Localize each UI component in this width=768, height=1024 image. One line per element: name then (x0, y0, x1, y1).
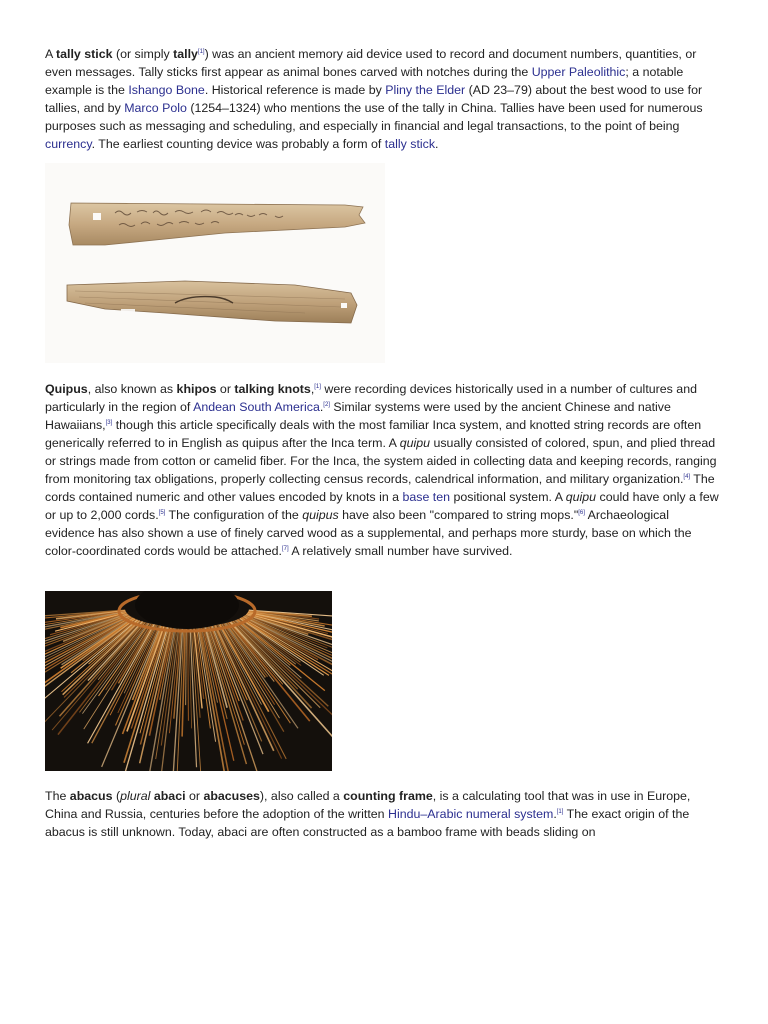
text: (AD 23–79) about the best wood to use for tallies, and by (45, 83, 703, 115)
link-tally-stick[interactable]: tally stick (384, 137, 436, 151)
term-abacus: abacus (69, 789, 113, 803)
tally-stick-upper (69, 203, 365, 245)
term-tally-stick: tally stick (56, 47, 113, 61)
text: could have only a few or up to 2,000 cords. (45, 490, 719, 522)
text: . (319, 400, 324, 414)
term-quipus: Quipus (45, 382, 88, 396)
text: positional system. A (450, 490, 566, 504)
text: usually consisted of colored, spun, and plied thread or strings made from cotton or camelid fiber. For the Inca, the system aided in collecting data and keeping records, ranging from monitoring tax obligations, properly collecting census records, calendrical information, and military organization. (45, 436, 717, 486)
text: have also been "compared to string mops." (338, 508, 579, 522)
tally-stick-paragraph (45, 45, 721, 153)
text: A relatively small number have survived. (288, 544, 513, 558)
text: Similar systems were used by the ancient Chinese and native Hawaiians, (45, 400, 671, 432)
citation-1[interactable]: [1] (556, 809, 564, 815)
citation-6[interactable]: [6] (578, 510, 585, 516)
text: though this article specifically deals with the most familiar Inca system, and knotted string records are often generically referred to in English as quipus after the Inca term. A (45, 418, 702, 450)
tally-sticks-photo (45, 163, 385, 363)
text: Archaeological evidence has also shown a use of finely carved wood as a supplemental, and perhaps more sturdy, base on which the color-coordinated cords would be attached. (45, 508, 692, 558)
text: ) was an ancient memory aid device used to record and document numbers, quantities, or even messages. Tally sticks first appear as animal bones carved with notches during the (45, 47, 697, 79)
text: (or simply (112, 47, 174, 61)
citation-1[interactable]: [1] (197, 49, 205, 55)
term-quipu: quipu (565, 490, 597, 504)
text: , is a calculating tool that was in use in Europe, China and Russia, centuries before the adoption of the written (45, 789, 691, 821)
text: . Historical reference is made by (204, 83, 386, 97)
link-upper-paleolithic[interactable]: Upper Paleolithic (531, 65, 626, 79)
citation-3[interactable]: [3] (105, 420, 113, 426)
text: , also known as (87, 382, 177, 396)
quipu-photo (45, 591, 332, 771)
term-quipus: quipus (302, 508, 339, 522)
citation-4[interactable]: [4] (683, 474, 691, 480)
text: A (45, 47, 57, 61)
text: The (45, 789, 70, 803)
text: ( (112, 789, 121, 803)
text: , (310, 382, 315, 396)
term-talking-knots: talking knots (234, 382, 311, 396)
citation-5[interactable]: [5] (158, 510, 166, 516)
link-hindu-arabic-numeral-system[interactable]: Hindu–Arabic numeral system (388, 807, 554, 821)
term-counting-frame: counting frame (343, 789, 433, 803)
citation-1[interactable]: [1] (314, 384, 321, 390)
term-tally: tally (173, 47, 198, 61)
text: or (216, 382, 235, 396)
term-abacuses: abacuses (203, 789, 260, 803)
link-base-ten[interactable]: base ten (402, 490, 451, 504)
link-marco-polo[interactable]: Marco Polo (124, 101, 187, 115)
term-quipu: quipu (399, 436, 431, 450)
term-abaci: abaci (153, 789, 186, 803)
term-khipos: khipos (176, 382, 217, 396)
link-ishango-bone[interactable]: Ishango Bone (128, 83, 205, 97)
text: . (553, 807, 557, 821)
text: . The earliest counting device was probably a form of (91, 137, 385, 151)
text: The configuration of the (165, 508, 303, 522)
citation-7[interactable]: [7] (281, 546, 289, 552)
term-plural: plural (120, 789, 151, 803)
citation-2[interactable]: [2] (323, 402, 330, 408)
text: or (185, 789, 204, 803)
link-andean-south-america[interactable]: Andean South America (193, 400, 320, 414)
text: . (435, 137, 439, 151)
quipu-paragraph (45, 380, 721, 560)
text: ; a notable example is the (45, 65, 684, 97)
abacus-paragraph (45, 787, 721, 841)
text: (1254–1324) who mentions the use of the tally in China. Tallies have been used for numerous purposes such as messaging and scheduling, and especially in financial and legal transactions, to the point of being (45, 101, 703, 133)
text: were recording devices historically used in a number of cultures and particularly in the region of (45, 382, 697, 414)
text: The exact origin of the abacus is still unknown. Today, abaci are often constructed as a bamboo frame with beads sliding on (45, 807, 690, 839)
text: The cords contained numeric and other values encoded by knots in a (45, 472, 715, 504)
text: ), also called a (259, 789, 344, 803)
link-pliny-the-elder[interactable]: Pliny the Elder (385, 83, 466, 97)
link-currency[interactable]: currency (45, 137, 92, 151)
